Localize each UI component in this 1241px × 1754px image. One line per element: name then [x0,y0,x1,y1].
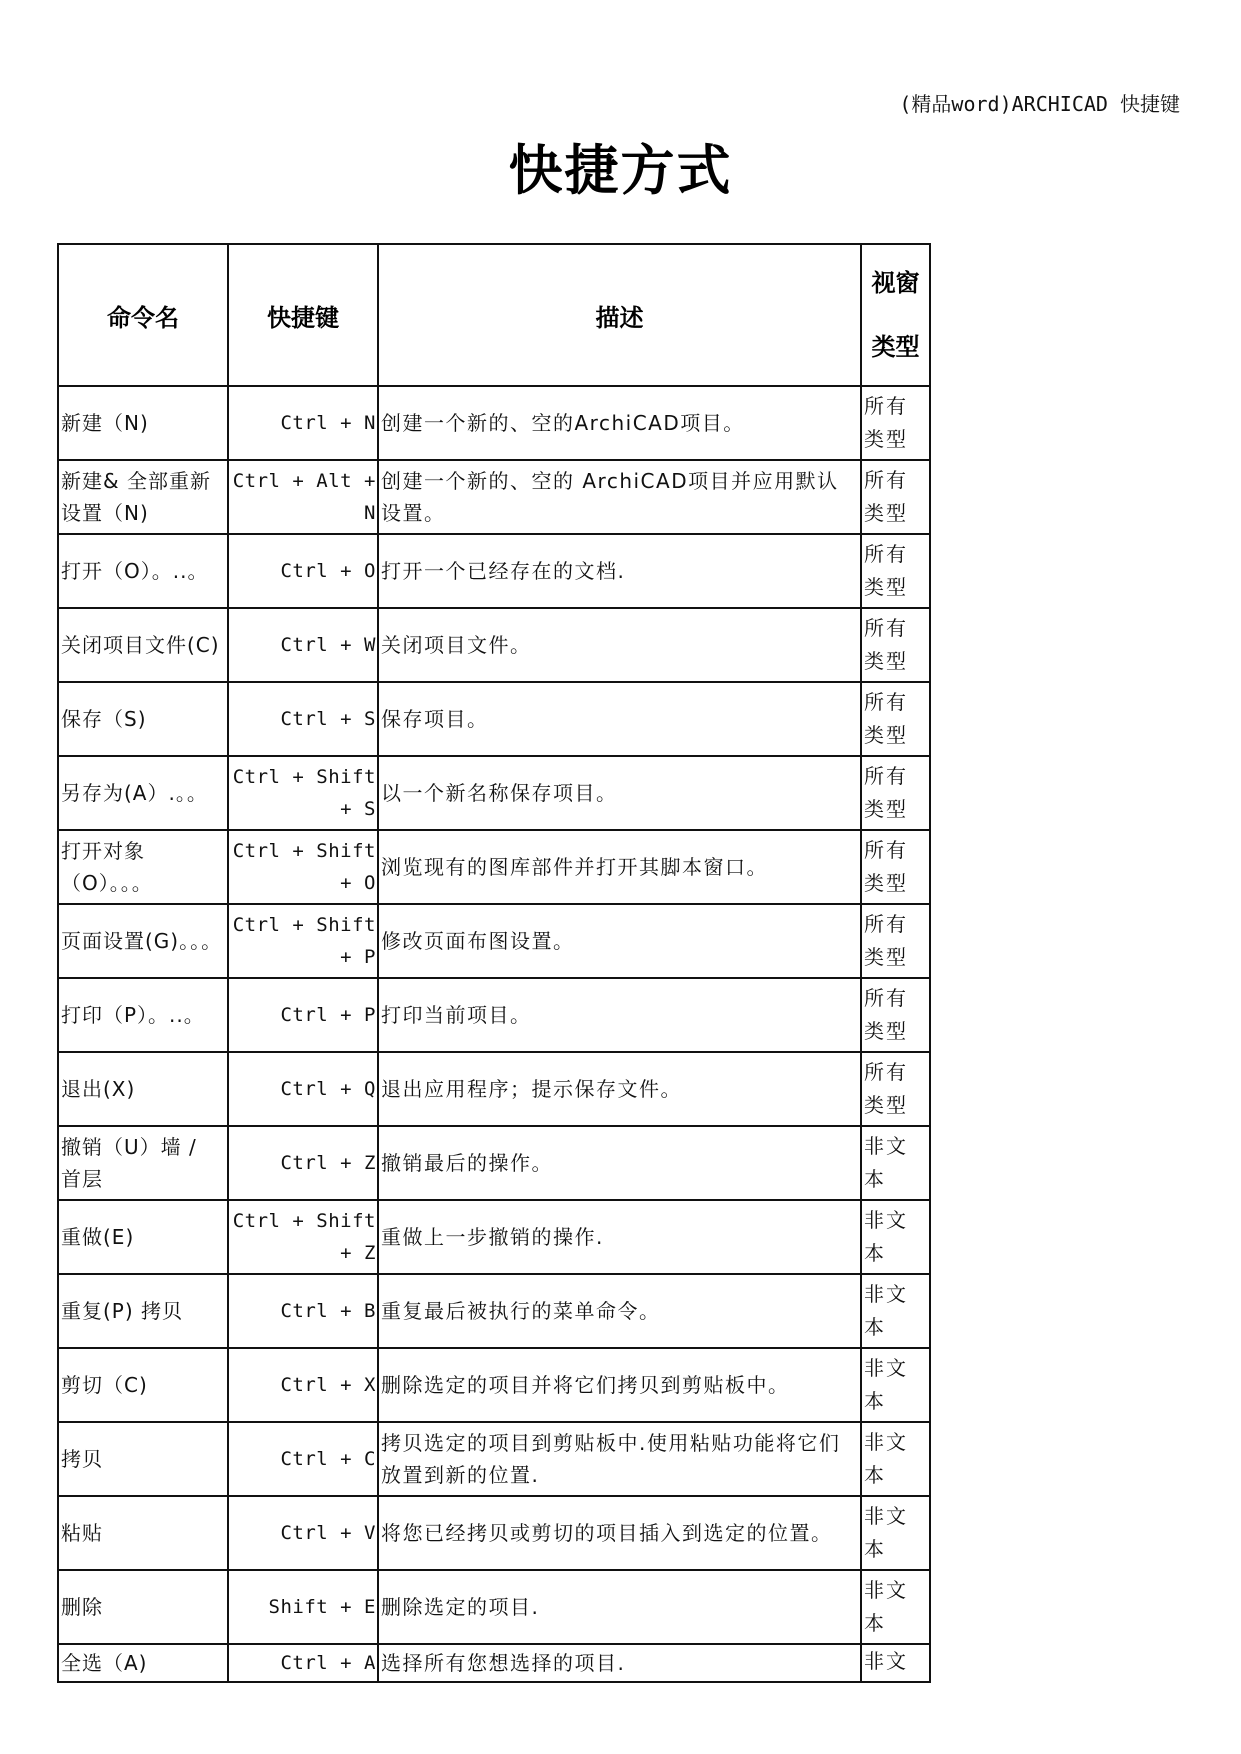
description-cell: 重复最后被执行的菜单命令。 [378,1274,861,1348]
table-row [58,1422,930,1496]
shortcut-cell: Ctrl + Shift + P [228,904,378,978]
table-row [58,1052,930,1126]
window-type-cell: 非文本 [861,1570,930,1644]
window-type-cell: 所有类型 [861,534,930,608]
table-body [58,386,930,1682]
command-name-cell: 新建& 全部重新设置（N) [58,460,228,534]
table-row [58,386,930,460]
table-row [58,904,930,978]
description-cell: 删除选定的项目. [378,1570,861,1644]
window-type-cell: 非文本 [861,1496,930,1570]
shortcut-cell: Ctrl + N [228,386,378,460]
command-name-cell: 全选（A) [58,1644,228,1682]
command-name-cell: 打印（P）。..。 [58,978,228,1052]
window-type-cell: 所有类型 [861,386,930,460]
window-type-cell: 非文本 [861,1348,930,1422]
command-name-cell: 剪切（C) [58,1348,228,1422]
command-name-cell: 粘贴 [58,1496,228,1570]
command-name-cell: 拷贝 [58,1422,228,1496]
command-name-cell: 删除 [58,1570,228,1644]
window-type-cell: 所有类型 [861,1052,930,1126]
header-command-name: 命令名 [58,244,228,386]
description-cell: 创建一个新的、空的ArchiCAD项目。 [378,386,861,460]
command-name-cell: 重复(P) 拷贝 [58,1274,228,1348]
table-header [58,244,930,386]
command-name-cell: 打开对象（O）。。。 [58,830,228,904]
table-row [58,1644,930,1682]
command-name-cell: 保存（S) [58,682,228,756]
shortcut-cell: Ctrl + O [228,534,378,608]
shortcut-cell: Ctrl + Shift + O [228,830,378,904]
shortcut-cell: Ctrl + W [228,608,378,682]
table-row [58,978,930,1052]
window-type-cell: 所有类型 [861,756,930,830]
description-cell: 将您已经拷贝或剪切的项目插入到选定的位置。 [378,1496,861,1570]
header-window-type [861,244,930,386]
shortcut-cell: Ctrl + Shift + S [228,756,378,830]
shortcut-cell: Ctrl + Alt + N [228,460,378,534]
window-type-cell: 非文本 [861,1274,930,1348]
description-cell: 拷贝选定的项目到剪贴板中.使用粘贴功能将它们放置到新的位置. [378,1422,861,1496]
description-cell: 浏览现有的图库部件并打开其脚本窗口。 [378,830,861,904]
window-type-cell: 所有类型 [861,830,930,904]
command-name-cell: 撤销（U）墙 / 首层 [58,1126,228,1200]
description-cell: 修改页面布图设置。 [378,904,861,978]
running-header: (精品word)ARCHICAD 快捷键 [899,92,1180,116]
header-window-type-line1: 视窗 [871,269,920,297]
shortcut-cell: Ctrl + B [228,1274,378,1348]
table-row [58,1126,930,1200]
shortcut-cell: Ctrl + S [228,682,378,756]
shortcut-cell: Ctrl + Shift + Z [228,1200,378,1274]
description-cell: 打开一个已经存在的文档. [378,534,861,608]
description-cell: 关闭项目文件。 [378,608,861,682]
header-description: 描述 [378,244,861,386]
description-cell: 撤销最后的操作。 [378,1126,861,1200]
window-type-cell: 非文本 [861,1422,930,1496]
table-row [58,1274,930,1348]
description-cell: 重做上一步撤销的操作. [378,1200,861,1274]
command-name-cell: 退出(X) [58,1052,228,1126]
window-type-cell: 所有类型 [861,460,930,534]
header-shortcut: 快捷键 [228,244,378,386]
window-type-cell: 非文本 [861,1126,930,1200]
command-name-cell: 新建（N) [58,386,228,460]
document-title: 快捷方式 [508,139,733,202]
table-row [58,756,930,830]
command-name-cell: 关闭项目文件(C) [58,608,228,682]
command-name-cell: 重做(E) [58,1200,228,1274]
shortcut-cell: Ctrl + A [228,1644,378,1682]
window-type-cell: 所有类型 [861,978,930,1052]
shortcut-cell: Ctrl + Q [228,1052,378,1126]
shortcut-cell: Ctrl + Z [228,1126,378,1200]
window-type-cell: 非文 [861,1644,930,1682]
shortcut-cell: Shift + E [228,1570,378,1644]
description-cell: 保存项目。 [378,682,861,756]
table-row [58,534,930,608]
window-type-cell: 所有类型 [861,904,930,978]
table-row [58,1496,930,1570]
description-cell: 以一个新名称保存项目。 [378,756,861,830]
command-name-cell: 页面设置(G)。。。 [58,904,228,978]
table-row [58,460,930,534]
table-row [58,1348,930,1422]
description-cell: 选择所有您想选择的项目. [378,1644,861,1682]
description-cell: 退出应用程序；提示保存文件。 [378,1052,861,1126]
shortcut-cell: Ctrl + C [228,1422,378,1496]
window-type-cell: 所有类型 [861,608,930,682]
window-type-cell: 所有类型 [861,682,930,756]
table-row [58,830,930,904]
shortcut-cell: Ctrl + X [228,1348,378,1422]
header-window-type-line2: 类型 [871,333,920,361]
shortcuts-table [57,243,931,1683]
command-name-cell: 另存为(A）.。。 [58,756,228,830]
description-cell: 打印当前项目。 [378,978,861,1052]
table-row [58,682,930,756]
shortcut-cell: Ctrl + P [228,978,378,1052]
table-row [58,608,930,682]
table-row [58,1200,930,1274]
table-row [58,1570,930,1644]
header-row [58,244,930,386]
command-name-cell: 打开（O）。..。 [58,534,228,608]
description-cell: 创建一个新的、空的 ArchiCAD项目并应用默认设置。 [378,460,861,534]
shortcut-cell: Ctrl + V [228,1496,378,1570]
window-type-cell: 非文本 [861,1200,930,1274]
description-cell: 删除选定的项目并将它们拷贝到剪贴板中。 [378,1348,861,1422]
